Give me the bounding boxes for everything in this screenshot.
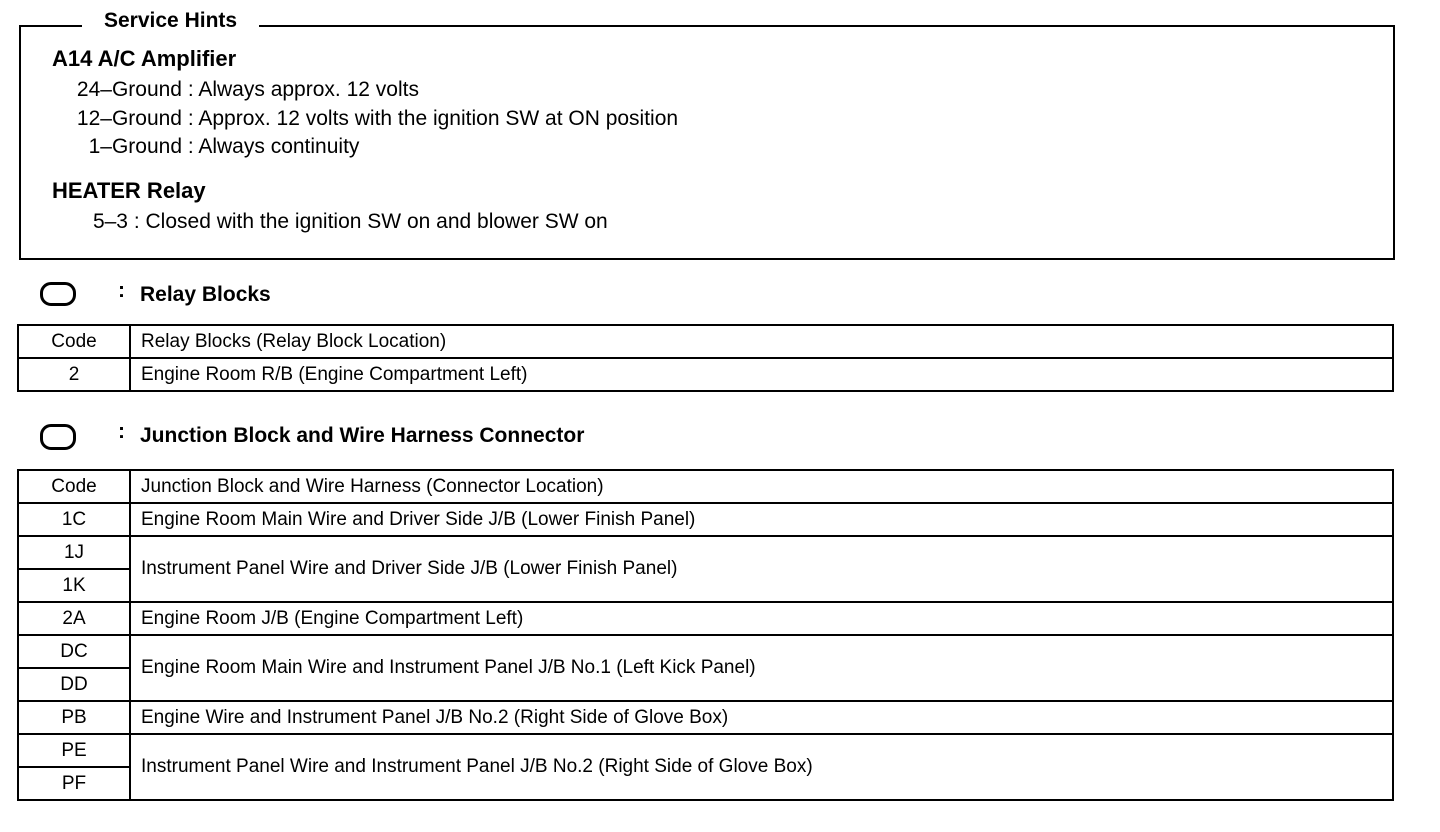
junction-block-table bbox=[17, 469, 1394, 801]
heater-relay-line-1 bbox=[54, 209, 608, 235]
junction-block-title: Junction Block and Wire Harness Connector bbox=[140, 424, 585, 447]
table-header-row bbox=[18, 470, 1393, 503]
a14-line-1-pins: 24–Ground bbox=[76, 78, 182, 101]
code-cell: PF bbox=[18, 767, 130, 800]
code-cell: 1K bbox=[18, 569, 130, 602]
code-cell: PE bbox=[18, 734, 130, 767]
a14-line-2-pins: 12–Ground bbox=[76, 107, 182, 130]
a14-line-3-pins: 1–Ground bbox=[88, 135, 182, 158]
column-header-code: Code bbox=[18, 470, 130, 503]
code-cell: DC bbox=[18, 635, 130, 668]
heater-relay-line-1-pins: 5–3 bbox=[92, 210, 128, 233]
a14-line-2-text: : Approx. 12 volts with the ignition SW at ON position bbox=[182, 107, 679, 130]
table-row bbox=[18, 635, 1393, 668]
column-header-description: Junction Block and Wire Harness (Connector Location) bbox=[130, 470, 1393, 503]
heater-relay-line-1-text: : Closed with the ignition SW on and blower SW on bbox=[128, 210, 608, 233]
description-cell: Engine Room J/B (Engine Compartment Left) bbox=[130, 602, 1393, 635]
relay-blocks-title: Relay Blocks bbox=[140, 283, 271, 306]
relay-block-symbol-icon bbox=[40, 282, 76, 306]
column-header-code: Code bbox=[18, 325, 130, 358]
table-row bbox=[18, 503, 1393, 536]
a14-line-3-text: : Always continuity bbox=[182, 135, 360, 158]
description-cell: Engine Wire and Instrument Panel J/B No.2 (Right Side of Glove Box) bbox=[130, 701, 1393, 734]
table-row bbox=[18, 602, 1393, 635]
description-cell: Engine Room Main Wire and Driver Side J/B (Lower Finish Panel) bbox=[130, 503, 1393, 536]
a14-line-2 bbox=[54, 106, 678, 132]
table-row bbox=[18, 358, 1393, 391]
a14-heading: A14 A/C Amplifier bbox=[52, 46, 237, 71]
table-row bbox=[18, 536, 1393, 569]
service-hints-title: Service Hints bbox=[82, 8, 259, 34]
description-cell: Engine Room Main Wire and Instrument Panel J/B No.1 (Left Kick Panel) bbox=[130, 635, 1393, 701]
column-header-description: Relay Blocks (Relay Block Location) bbox=[130, 325, 1393, 358]
code-cell: PB bbox=[18, 701, 130, 734]
table-row bbox=[18, 734, 1393, 767]
code-cell: DD bbox=[18, 668, 130, 701]
relay-blocks-table bbox=[17, 324, 1394, 392]
description-cell: Instrument Panel Wire and Instrument Panel J/B No.2 (Right Side of Glove Box) bbox=[130, 734, 1393, 800]
table-row bbox=[18, 701, 1393, 734]
table-header-row bbox=[18, 325, 1393, 358]
code-cell: 1C bbox=[18, 503, 130, 536]
a14-line-3 bbox=[54, 134, 359, 160]
description-cell: Instrument Panel Wire and Driver Side J/B (Lower Finish Panel) bbox=[130, 536, 1393, 602]
a14-line-1-text: : Always approx. 12 volts bbox=[182, 78, 419, 101]
relay-code-cell: 2 bbox=[18, 358, 130, 391]
relay-blocks-colon: : bbox=[118, 279, 125, 302]
code-cell: 2A bbox=[18, 602, 130, 635]
a14-line-1 bbox=[54, 77, 419, 103]
relay-desc-cell: Engine Room R/B (Engine Compartment Left) bbox=[130, 358, 1393, 391]
junction-block-colon: : bbox=[118, 420, 125, 443]
code-cell: 1J bbox=[18, 536, 130, 569]
junction-block-symbol-icon bbox=[40, 424, 76, 450]
heater-relay-heading: HEATER Relay bbox=[52, 178, 206, 203]
